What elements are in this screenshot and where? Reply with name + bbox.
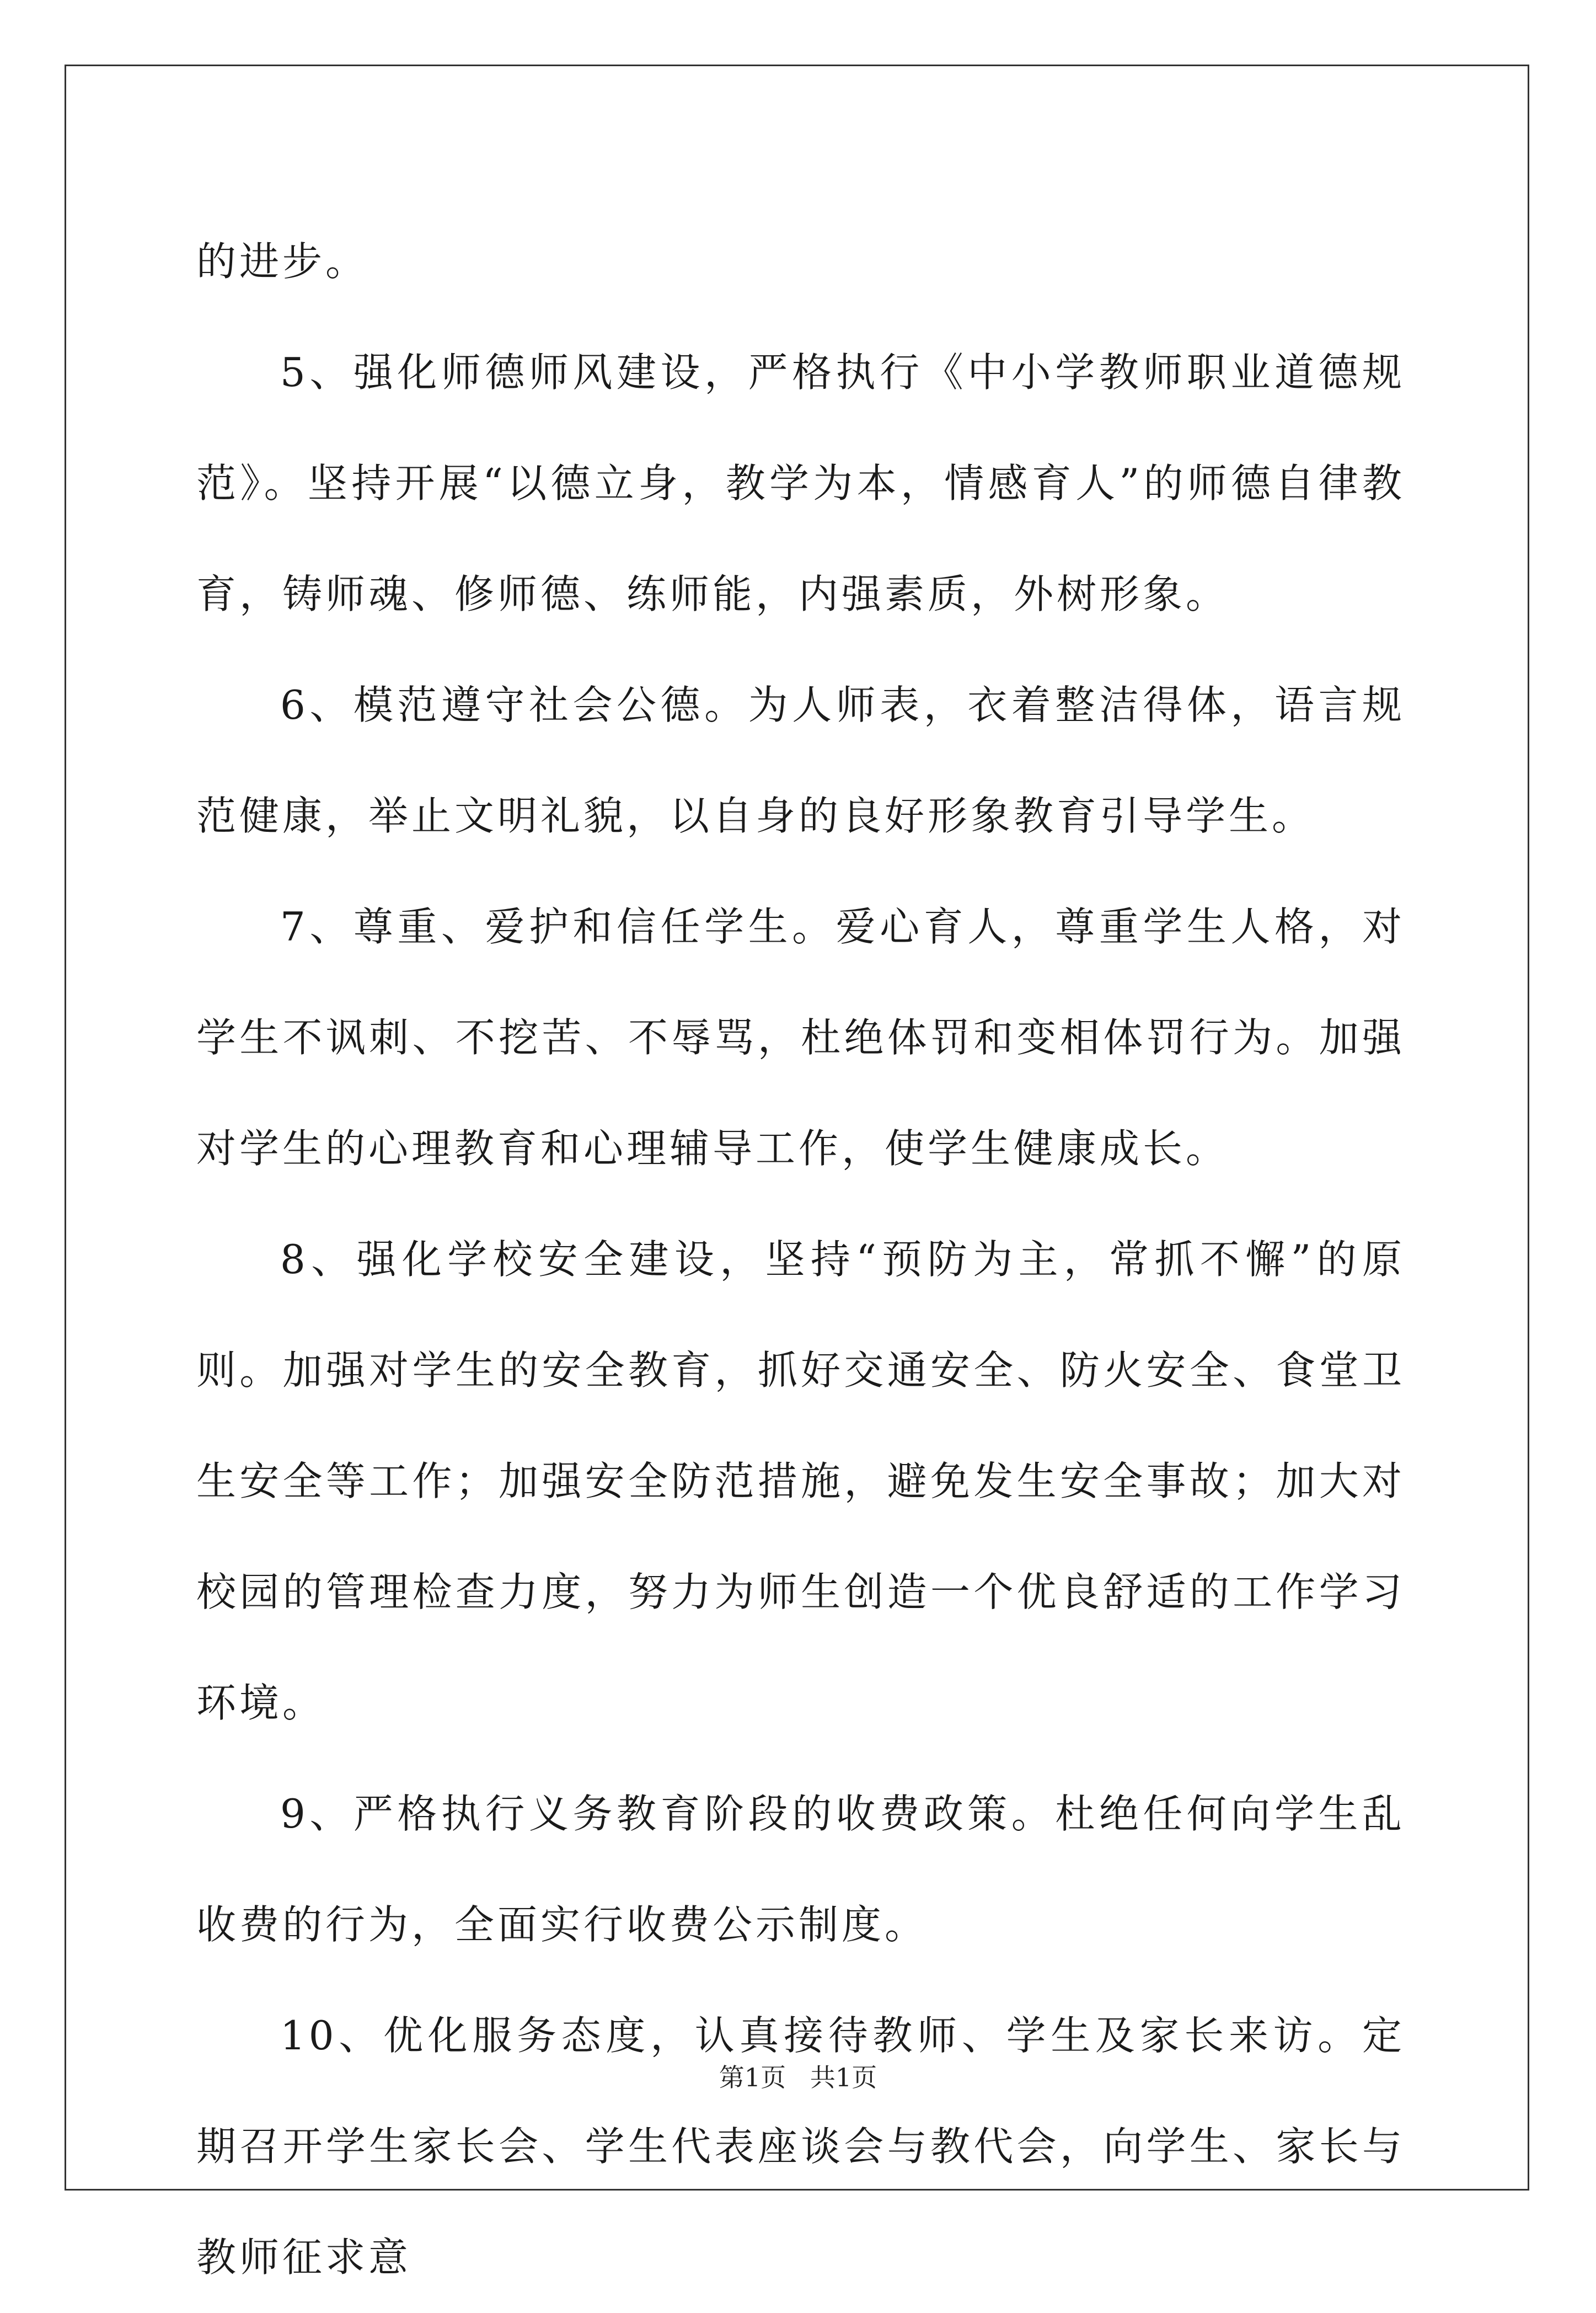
paragraph-item-10: 10、优化服务态度，认真接待教师、学生及家长来访。定期召开学生家长会、学生代表座谈会与教代会，向学生、家长与教师征求意 [196,2012,1405,2280]
paragraph-continuation: 的进步。 [196,238,369,285]
paragraph-item-8: 8、强化学校安全建设，坚持“预防为主，常抓不懈”的原则。加强对学生的安全教育，抓好交通安全、防火安全、食堂卫生安全等工作；加强安全防范措施，避免发生安全事故；加大对校园的管理检查力度，努力为师生创造一个优良舒适的工作学习环境。 [196,1236,1405,1726]
paragraph-item-7: 7、尊重、爱护和信任学生。爱心育人，尊重学生人格，对学生不讽刺、不挖苦、不辱骂，杜绝体罚和变相体罚行为。加强对学生的心理教育和心理辅导工作，使学生健康成长。 [196,904,1405,1172]
document-body [196,206,1405,2313]
paragraph-item-5: 5、强化师德师风建设，严格执行《中小学教师职业道德规范》。坚持开展“以德立身，教学为本，情感育人”的师德自律教育，铸师魂、修师德、练师能，内强素质，外树形象。 [196,349,1405,617]
paragraph-item-6: 6、模范遵守社会公德。为人师表，衣着整洁得体，语言规范健康，举止文明礼貌，以自身的良好形象教育引导学生。 [196,682,1405,839]
page-number-footer: 第1页 共1页 [719,2063,877,2092]
paragraph-item-9: 9、严格执行义务教育阶段的收费政策。杜绝任何向学生乱收费的行为，全面实行收费公示制度。 [196,1791,1405,1948]
